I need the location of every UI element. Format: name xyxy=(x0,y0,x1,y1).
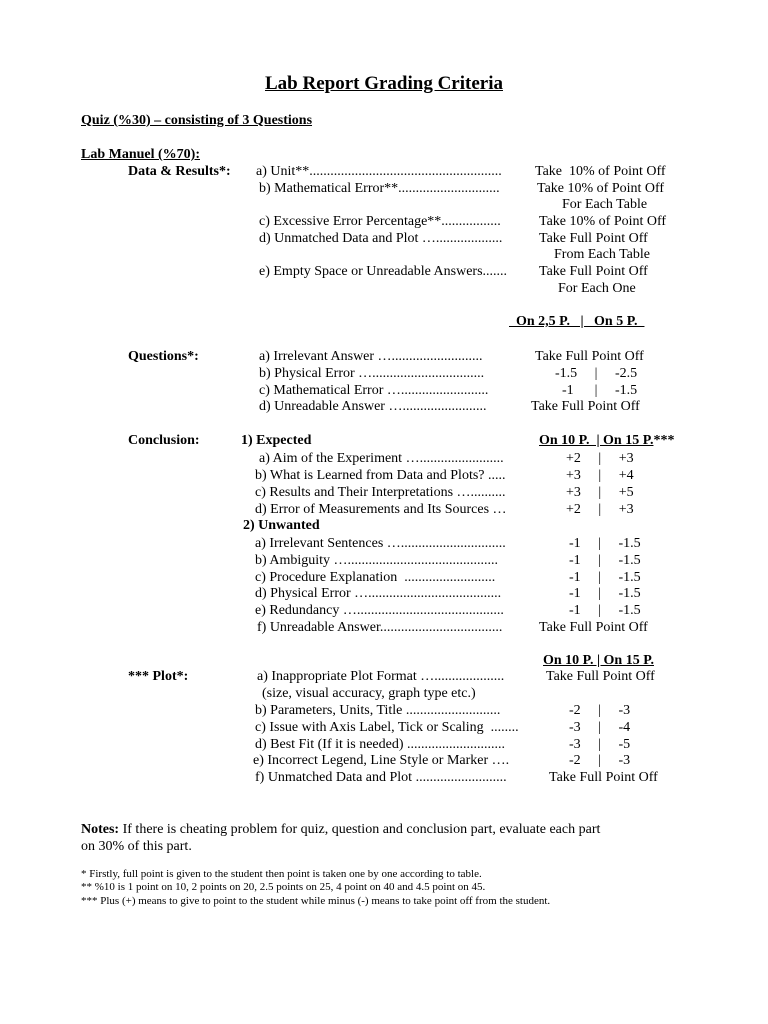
plot-scale-header: On 10 P. | On 15 P. xyxy=(543,653,654,668)
criterion-penalty: -1 | -1.5 xyxy=(569,553,641,568)
expected-heading: 1) Expected xyxy=(241,433,312,448)
criterion-penalty: -1 | -1.5 xyxy=(562,383,638,398)
criterion-penalty: -2 | -3 xyxy=(569,753,631,768)
criterion-penalty: +3 | +4 xyxy=(566,468,634,483)
questions-label: Questions*: xyxy=(128,349,199,364)
criterion-text: d) Unreadable Answer …........................ xyxy=(259,399,487,414)
conclusion-scale-header xyxy=(539,433,674,449)
notes-line-2: on 30% of this part. xyxy=(81,839,192,854)
criterion-penalty: Take Full Point Off xyxy=(539,231,648,246)
criterion-penalty: Take Full Point Off xyxy=(539,264,648,279)
quiz-heading: Quiz (%30) – consisting of 3 Questions xyxy=(81,113,313,128)
notes-label: Notes: xyxy=(81,822,120,837)
unwanted-heading: 2) Unwanted xyxy=(243,518,320,533)
criterion-text: a) Irrelevant Answer ….......................... xyxy=(259,349,483,364)
criterion-penalty: Take 10% of Point Off xyxy=(539,214,667,229)
footnote: *** Plus (+) means to give to point to the student while minus (-) means to take point off from the student. xyxy=(81,895,551,907)
criterion-text: d) Best Fit (If it is needed) ............................ xyxy=(255,737,506,752)
plot-label: *** Plot*: xyxy=(128,669,189,684)
criterion-penalty: Take Full Point Off xyxy=(539,620,648,635)
criterion-penalty: +3 | +5 xyxy=(566,485,634,500)
notes-text: If there is cheating problem for quiz, question and conclusion part, evaluate each part xyxy=(119,822,601,837)
criterion-text: a) Aim of the Experiment …........................ xyxy=(259,451,504,466)
criterion-text: a) Irrelevant Sentences ….............................. xyxy=(255,536,506,551)
criterion-text: f) Unmatched Data and Plot .......................... xyxy=(255,770,507,785)
criterion-penalty: Take Full Point Off xyxy=(549,770,658,785)
criterion-text: c) Excessive Error Percentage**................. xyxy=(259,214,501,229)
criterion-penalty: For Each One xyxy=(558,281,636,296)
conclusion-scale-suffix: *** xyxy=(653,433,675,448)
document-title: Lab Report Grading Criteria xyxy=(264,73,503,94)
criterion-text: a) Unit**....................................................... xyxy=(256,164,502,179)
criterion-text: b) Mathematical Error**............................. xyxy=(259,181,500,196)
criterion-text: b) Ambiguity …........................................... xyxy=(255,553,499,568)
criterion-text: a) Inappropriate Plot Format ….................... xyxy=(257,669,505,684)
criterion-text: c) Procedure Explanation .......................... xyxy=(255,570,496,585)
criterion-text: b) Parameters, Units, Title ........................... xyxy=(255,703,501,718)
footnote: ** %10 is 1 point on 10, 2 points on 20, 2.5 points on 25, 4 point on 40 and 4.5 point on 45. xyxy=(81,881,486,893)
data-results-label: Data & Results*: xyxy=(128,164,231,179)
criterion-penalty: -1.5 | -2.5 xyxy=(555,366,638,381)
criterion-penalty: -3 | -5 xyxy=(569,737,631,752)
criterion-penalty: -2 | -3 xyxy=(569,703,631,718)
notes-line-1 xyxy=(81,822,600,838)
criterion-penalty: Take Full Point Off xyxy=(531,399,640,414)
criterion-text: d) Unmatched Data and Plot …................... xyxy=(259,231,503,246)
criterion-text: (size, visual accuracy, graph type etc.) xyxy=(262,686,476,701)
criterion-penalty: Take 10% of Point Off xyxy=(537,181,665,196)
criterion-penalty: Take 10% of Point Off xyxy=(535,164,666,179)
criterion-text: b) Physical Error …................................ xyxy=(259,366,485,381)
criterion-text: f) Unreadable Answer................................... xyxy=(257,620,503,635)
criterion-text: c) Mathematical Error …......................... xyxy=(259,383,489,398)
criterion-text: d) Error of Measurements and Its Sources … xyxy=(255,502,507,517)
criterion-penalty: Take Full Point Off xyxy=(535,349,644,364)
criterion-penalty: For Each Table xyxy=(562,197,648,212)
criterion-penalty: -1 | -1.5 xyxy=(569,536,641,551)
criterion-text: e) Empty Space or Unreadable Answers....... xyxy=(259,264,508,279)
lab-manual-heading: Lab Manuel (%70): xyxy=(81,147,200,162)
footnote: * Firstly, full point is given to the student then point is taken one by one according to table. xyxy=(81,868,482,880)
criterion-penalty: -1 | -1.5 xyxy=(569,603,641,618)
criterion-penalty: -3 | -4 xyxy=(569,720,631,735)
criterion-text: e) Incorrect Legend, Line Style or Marker …. xyxy=(253,753,510,768)
conclusion-scale-text: On 10 P. | On 15 P. xyxy=(539,433,654,448)
criterion-text: c) Issue with Axis Label, Tick or Scaling ........ xyxy=(255,720,519,735)
criterion-text: b) What is Learned from Data and Plots? ..... xyxy=(255,468,506,483)
criterion-penalty: +2 | +3 xyxy=(566,502,634,517)
criterion-text: e) Redundancy ….......................................... xyxy=(255,603,504,618)
criterion-penalty: +2 | +3 xyxy=(566,451,634,466)
criterion-penalty: -1 | -1.5 xyxy=(569,570,641,585)
conclusion-label: Conclusion: xyxy=(128,433,200,448)
criterion-penalty: From Each Table xyxy=(554,247,650,262)
criterion-penalty: -1 | -1.5 xyxy=(569,586,641,601)
criterion-text: c) Results and Their Interpretations ….......... xyxy=(255,485,506,500)
questions-scale-header: On 2,5 P. | On 5 P. xyxy=(509,314,645,329)
criterion-penalty: Take Full Point Off xyxy=(546,669,655,684)
criterion-text: d) Physical Error …...................................... xyxy=(255,586,502,601)
